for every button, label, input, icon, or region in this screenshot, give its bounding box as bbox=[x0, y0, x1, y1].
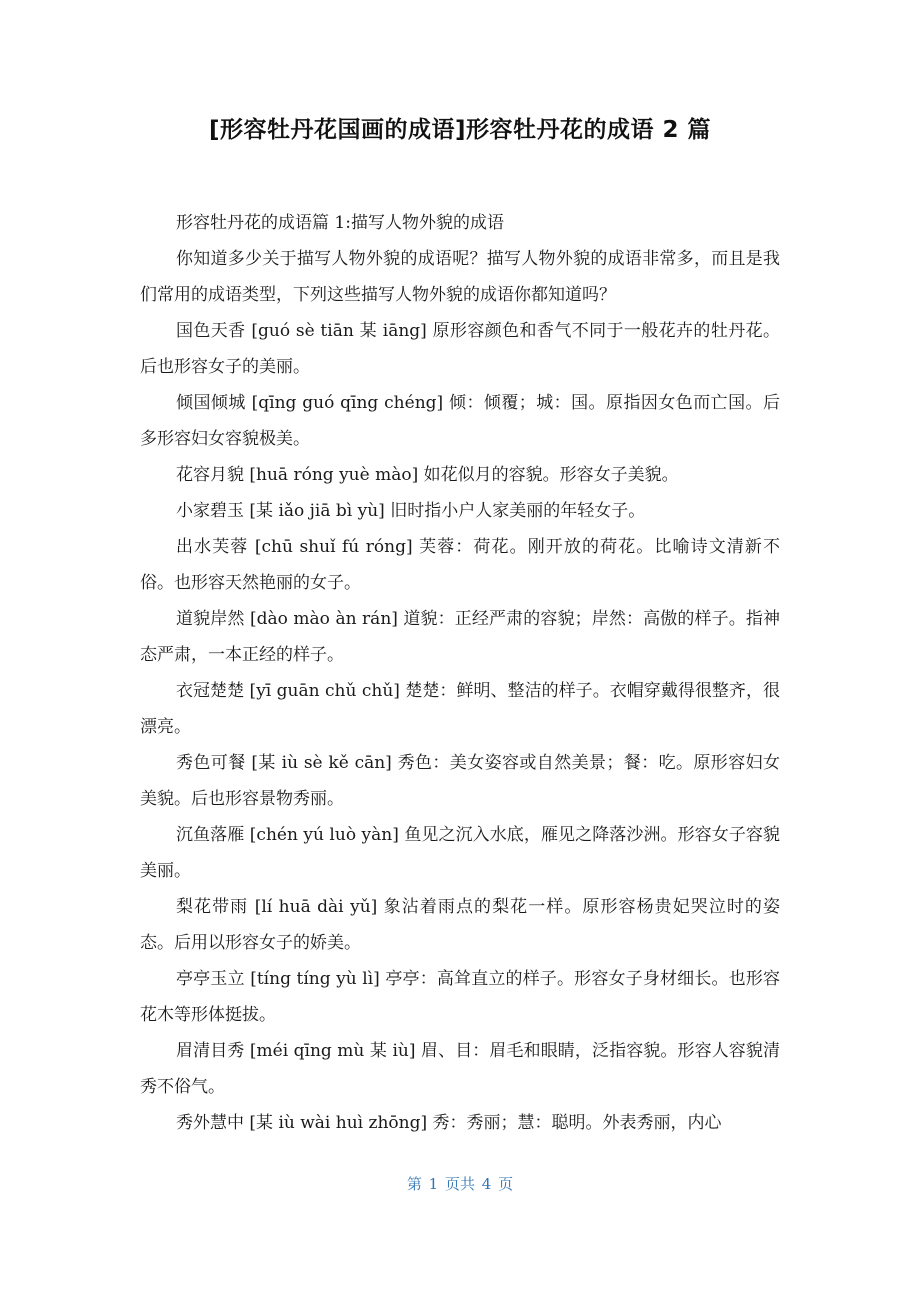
paragraph: 秀色可餐 [某 iù sè kě cān] 秀色：美女姿容或自然美景；餐：吃。原形容妇女美貌。后也形容景物秀丽。 bbox=[140, 753, 780, 809]
paragraph: 道貌岸然 [dào mào àn rán] 道貌：正经严肃的容貌；岸然：高傲的样子。指神态严肃，一本正经的样子。 bbox=[140, 609, 780, 665]
paragraph: 花容月貌 [huā róng yuè mào] 如花似月的容貌。形容女子美貌。 bbox=[176, 465, 679, 485]
paragraph: 小家碧玉 [某 iǎo jiā bì yù] 旧时指小户人家美丽的年轻女子。 bbox=[176, 501, 646, 521]
document-title: [形容牡丹花国画的成语]形容牡丹花的成语 2 篇 bbox=[208, 117, 712, 143]
page-footer: 第 1 页共 4 页 bbox=[406, 1175, 514, 1193]
paragraph: 秀外慧中 [某 iù wài huì zhōng] 秀：秀丽；慧：聪明。外表秀丽，内心 bbox=[176, 1113, 722, 1133]
paragraph: 亭亭玉立 [tíng tíng yù lì] 亭亭：高耸直立的样子。形容女子身材细长。也形容花木等形体挺拔。 bbox=[140, 969, 780, 1025]
paragraph: 形容牡丹花的成语篇 1:描写人物外貌的成语 bbox=[176, 213, 504, 233]
document-body bbox=[140, 205, 780, 1141]
paragraph: 衣冠楚楚 [yī guān chǔ chǔ] 楚楚：鲜明、整洁的样子。衣帽穿戴得很整齐，很漂亮。 bbox=[140, 681, 780, 737]
paragraph: 眉清目秀 [méi qīng mù 某 iù] 眉、目：眉毛和眼睛，泛指容貌。形容人容貌清秀不俗气。 bbox=[140, 1041, 780, 1097]
paragraph: 倾国倾城 [qīng guó qīng chéng] 倾：倾覆；城：国。原指因女色而亡国。后多形容妇女容貌极美。 bbox=[140, 393, 780, 449]
paragraph: 国色天香 [guó sè tiān 某 iāng] 原形容颜色和香气不同于一般花卉的牡丹花。后也形容女子的美丽。 bbox=[140, 321, 780, 377]
paragraph: 梨花带雨 [lí huā dài yǔ] 象沾着雨点的梨花一样。原形容杨贵妃哭泣时的姿态。后用以形容女子的娇美。 bbox=[140, 897, 780, 953]
paragraph: 你知道多少关于描写人物外貌的成语呢？描写人物外貌的成语非常多，而且是我们常用的成语类型，下列这些描写人物外貌的成语你都知道吗？ bbox=[140, 249, 780, 305]
paragraph: 沉鱼落雁 [chén yú luò yàn] 鱼见之沉入水底，雁见之降落沙洲。形容女子容貌美丽。 bbox=[140, 825, 780, 881]
paragraph: 出水芙蓉 [chū shuǐ fú róng] 芙蓉：荷花。刚开放的荷花。比喻诗文清新不俗。也形容天然艳丽的女子。 bbox=[140, 537, 780, 593]
